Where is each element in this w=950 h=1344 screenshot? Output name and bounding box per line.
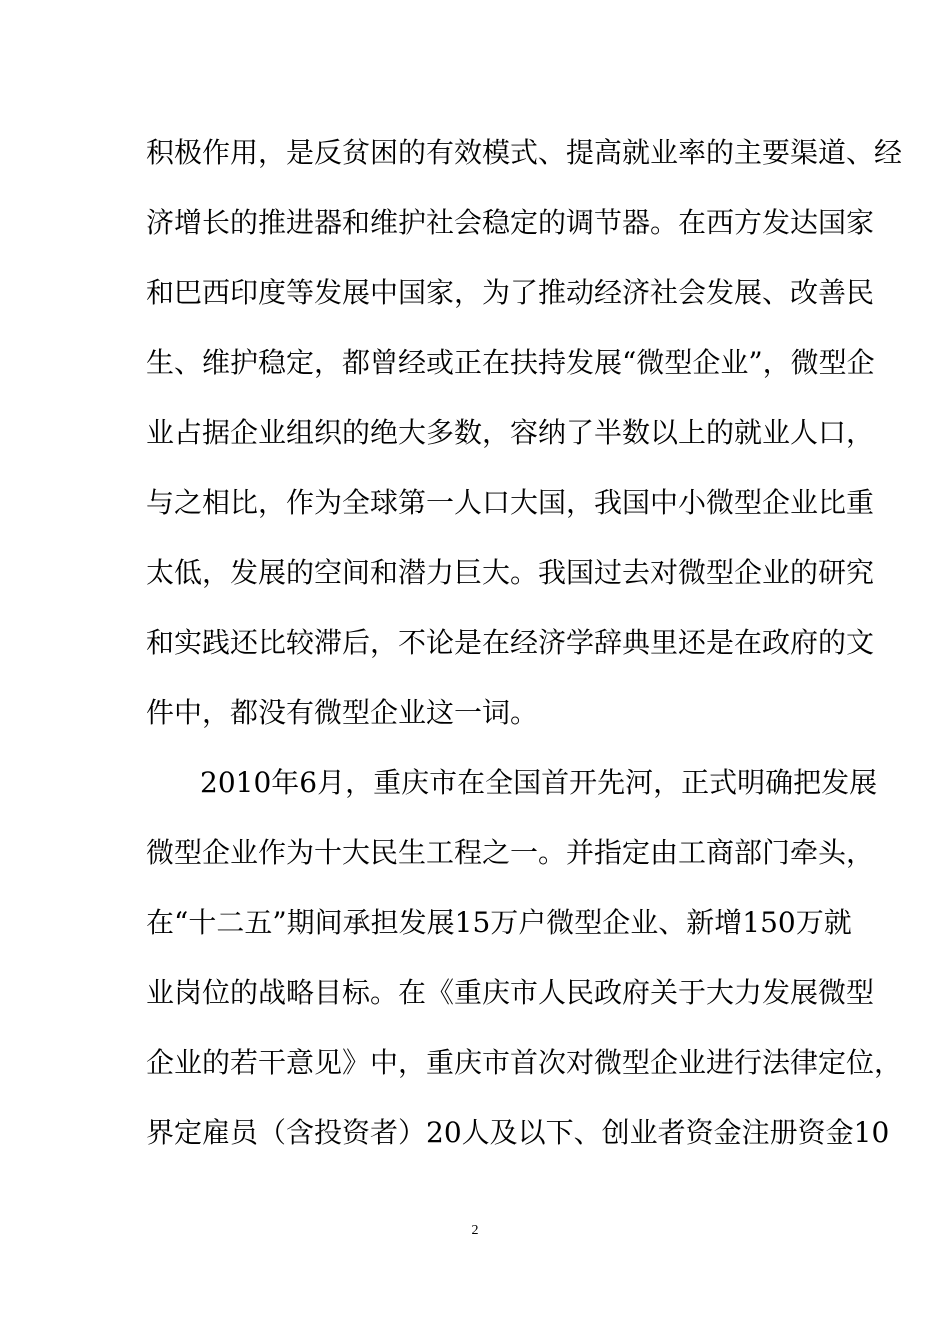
body-text-line: 业占据企业组织的绝大多数，容纳了半数以上的就业人口，	[146, 416, 875, 449]
body-text-line: 和实践还比较滞后，不论是在经济学辞典里还是在政府的文	[146, 626, 875, 659]
body-text-line: 与之相比，作为全球第一人口大国，我国中小微型企业比重	[146, 486, 875, 519]
body-text-line: 济增长的推进器和维护社会稳定的调节器。在西方发达国家	[146, 206, 875, 239]
page-number: 2	[471, 1223, 479, 1238]
body-text-line: 企业的若干意见》中，重庆市首次对微型企业进行法律定位，	[146, 1046, 903, 1079]
body-text-line: 太低，发展的空间和潜力巨大。我国过去对微型企业的研究	[146, 556, 875, 589]
body-text-line: 业岗位的战略目标。在《重庆市人民政府关于大力发展微型	[146, 976, 875, 1009]
body-text-line: 积极作用，是反贫困的有效模式、提高就业率的主要渠道、经	[146, 136, 903, 169]
body-text-line: 和巴西印度等发展中国家，为了推动经济社会发展、改善民	[146, 276, 875, 309]
body-text-line: 在“十二五”期间承担发展15万户微型企业、新增150万就	[146, 906, 852, 939]
body-text-line: 微型企业作为十大民生工程之一。并指定由工商部门牵头，	[146, 836, 875, 869]
body-text-line: 界定雇员（含投资者）20人及以下、创业者资金注册资金10	[146, 1116, 890, 1149]
body-text-line: 件中，都没有微型企业这一词。	[146, 696, 539, 729]
body-text-line: 生、维护稳定，都曾经或正在扶持发展“微型企业”，微型企	[146, 346, 875, 379]
body-text-line: 2010年6月，重庆市在全国首开先河，正式明确把发展	[200, 766, 878, 799]
